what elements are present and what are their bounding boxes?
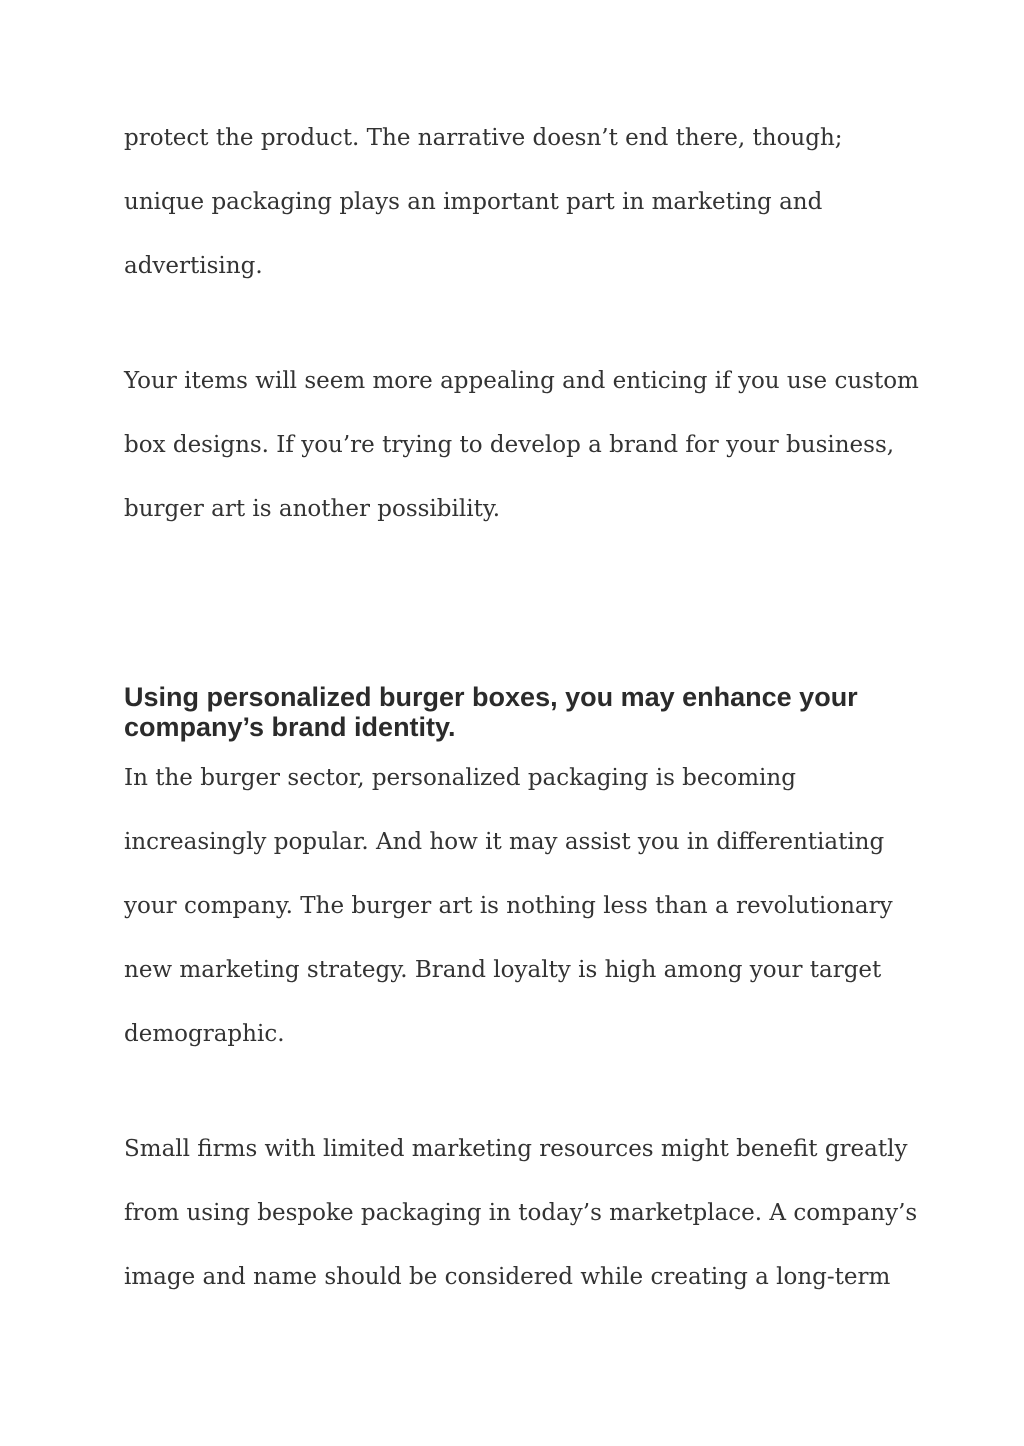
text-line: burger art is another possibility. [124,496,501,522]
text-line: from using bespoke packaging in today’s marketplace. A company’s [124,1200,918,1226]
text-line: In the burger sector, personalized packaging is becoming [124,765,796,791]
text-line: your company. The burger art is nothing less than a revolutionary [124,893,893,919]
text-line: box designs. If you’re trying to develop a brand for your business, [124,432,895,458]
text-line: image and name should be considered while creating a long-term [124,1264,891,1290]
text-line: Small firms with limited marketing resources might benefit greatly [124,1136,908,1162]
text-line: increasingly popular. And how it may assist you in differentiating [124,829,885,855]
text-line: new marketing strategy. Brand loyalty is high among your target [124,957,882,983]
text-line: unique packaging plays an important part in marketing and [124,189,823,215]
heading-line: Using personalized burger boxes, you may enhance your [124,682,858,712]
text-line: Your items will seem more appealing and enticing if you use custom [124,368,919,394]
text-line: advertising. [124,253,263,279]
text-line: protect the product. The narrative doesn’t end there, though; [124,125,843,151]
heading-line: company’s brand identity. [124,712,456,742]
text-line: demographic. [124,1021,285,1047]
